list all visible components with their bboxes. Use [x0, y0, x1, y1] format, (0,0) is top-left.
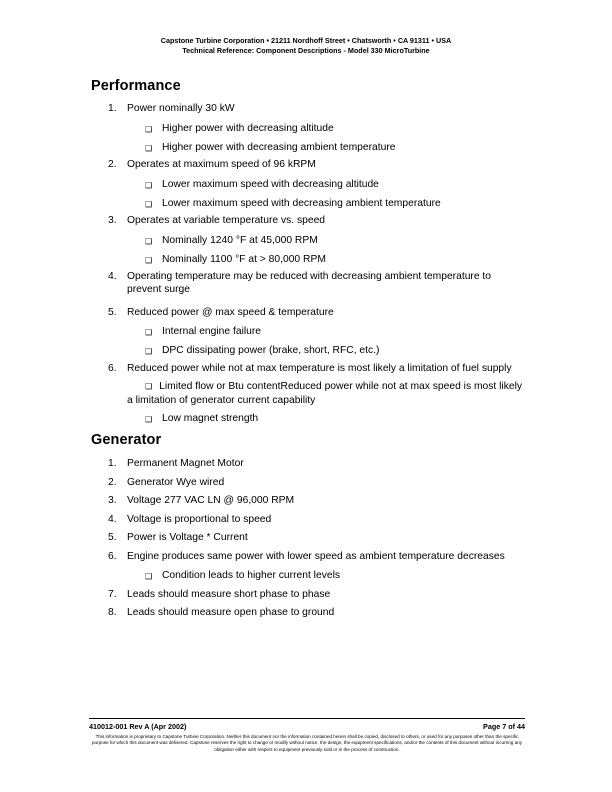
bullet-item: Low magnet strength [162, 413, 259, 424]
bullet-item: Lower maximum speed with decreasing altitude [162, 179, 379, 190]
list-item: Reduced power @ max speed & temperature [127, 307, 334, 318]
checkbox-bullet-icon: ❑ [145, 328, 153, 337]
list-number: 8. [108, 607, 117, 618]
list-number: 7. [108, 589, 117, 600]
generator-heading: Generator [91, 432, 162, 448]
performance-heading: Performance [91, 78, 181, 94]
checkbox-bullet-icon: ❑ [145, 181, 153, 190]
footer-page-number: Page 7 of 44 [483, 722, 525, 731]
checkbox-bullet-icon: ❑ [145, 256, 153, 265]
list-number: 3. [108, 495, 117, 506]
checkbox-bullet-icon: ❑ [145, 572, 153, 581]
checkbox-bullet-icon: ❑ [145, 200, 153, 209]
list-number: 4. [108, 514, 117, 525]
list-number: 3. [108, 215, 117, 226]
list-number: 2. [108, 477, 117, 488]
list-number: 5. [108, 307, 117, 318]
list-number: 4. [108, 271, 117, 282]
list-item: Reduced power while not at max temperature is most likely a limitation of fuel supply [127, 363, 512, 374]
bullet-item: Higher power with decreasing altitude [162, 123, 334, 134]
list-item: Operating temperature may be reduced with decreasing ambient temperature to prevent surge [127, 271, 492, 295]
bullet-item: Condition leads to higher current levels [162, 570, 341, 581]
list-item: Power nominally 30 kW [127, 103, 235, 114]
page-header [0, 36, 612, 56]
list-item: Operates at maximum speed of 96 kRPM [127, 159, 316, 170]
list-number: 1. [108, 458, 117, 469]
list-number: 2. [108, 159, 117, 170]
header-address: Capstone Turbine Corporation • 21211 Nordhoff Street • Chatsworth • CA 91311 • USA [160, 36, 452, 45]
list-item: Leads should measure short phase to phase [127, 589, 331, 600]
bullet-item: DPC dissipating power (brake, short, RFC, etc.) [162, 345, 380, 356]
list-number: 6. [108, 363, 117, 374]
footer-doc-id: 410012-001 Rev A (Apr 2002) [89, 722, 187, 731]
bullet-item: Nominally 1240 °F at 45,000 RPM [162, 235, 318, 246]
footer-divider [89, 718, 525, 719]
list-number: 1. [108, 103, 117, 114]
header-doc-title: Technical Reference: Component Descriptions - Model 330 MicroTurbine [182, 46, 430, 55]
bullet-item: Lower maximum speed with decreasing ambient temperature [162, 198, 441, 209]
list-item: Leads should measure open phase to ground [127, 607, 335, 618]
list-item: Engine produces same power with lower speed as ambient temperature decreases [127, 551, 505, 562]
footer-proprietary-notice: This information is proprietary to Capstone Turbine Corporation. Neither this document nor the information contained herein shall be copied, disclosed to others, or used for any purposes other than the specific purpose for which this document was delivered. Capstone reserves the right to change or modify without notice, the design, the equipment specifications, and/or the contents of this document without incurring any obligation either with respect to equipment previously sold or in the process of construction. [91, 734, 522, 752]
checkbox-bullet-icon: ❑ [145, 144, 153, 153]
checkbox-bullet-icon: ❑ [145, 415, 153, 424]
checkbox-bullet-icon: ❑ [145, 347, 153, 356]
list-item: Operates at variable temperature vs. speed [127, 215, 326, 226]
bullet-item: Nominally 1100 °F at > 80,000 RPM [162, 254, 326, 265]
list-number: 5. [108, 532, 117, 543]
bullet-item-wrapped [127, 380, 527, 407]
list-item: Generator Wye wired [127, 477, 225, 488]
bullet-item: Internal engine failure [162, 326, 262, 337]
list-item: Permanent Magnet Motor [127, 458, 244, 469]
list-item: Voltage 277 VAC LN @ 96,000 RPM [127, 495, 295, 506]
list-item: Power is Voltage * Current [127, 532, 248, 543]
checkbox-bullet-icon: ❑ [145, 125, 153, 134]
checkbox-bullet-icon: ❑ [145, 237, 153, 246]
bullet-item: Higher power with decreasing ambient temperature [162, 142, 396, 153]
bullet-item-text: Limited flow or Btu contentReduced power while not at max speed is most likely a limitation of generator current capability [127, 381, 523, 406]
list-item: Voltage is proportional to speed [127, 514, 272, 525]
checkbox-bullet-icon: ❑ [145, 382, 153, 391]
list-number: 6. [108, 551, 117, 562]
